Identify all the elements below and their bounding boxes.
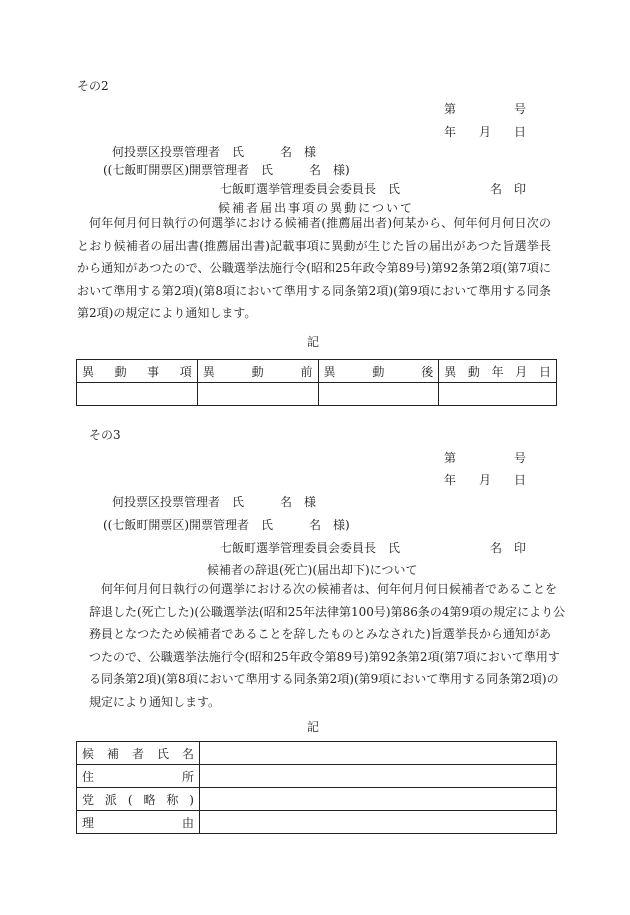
ki-label: 記 (307, 720, 320, 734)
sender-label: 七飯町選挙管理委員会委員長 氏 (220, 182, 401, 196)
table-header-row (77, 360, 557, 383)
row-label: 候補者氏名 (77, 742, 200, 765)
body-paragraph (77, 212, 551, 325)
document-title: 候補者届出事項の異動について (218, 201, 412, 215)
section2-heading: その2 (77, 79, 109, 93)
body-paragraph (89, 578, 566, 713)
number-go: 号 (514, 451, 527, 465)
section3-heading: その3 (89, 428, 121, 442)
ki-label: 記 (307, 335, 320, 349)
number-dai: 第 (444, 451, 457, 465)
date-day: 日 (514, 125, 527, 139)
table-row (77, 765, 557, 788)
date-year: 年 (444, 125, 457, 139)
table-row (77, 811, 557, 834)
document-title: 候補者の辞退(死亡)(届出却下)について (207, 563, 418, 577)
body-line: 何年何月何日執行の何選挙における次の候補者は、何年何月何日候補者であることを (101, 582, 558, 596)
body-line: る同条第2項)(第8項において準用する同条第2項)(第9項において準用する同条第2項)の (89, 672, 559, 686)
sender-seal: 名 印 (490, 182, 527, 196)
row-label: 住所 (77, 765, 200, 788)
addressee-counting-manager: ((七飯町開票区)開票管理者 氏 名 様) (103, 163, 350, 177)
table-row (77, 788, 557, 811)
table-row (77, 383, 557, 406)
sender-label: 七飯町選挙管理委員会委員長 氏 (220, 541, 401, 555)
body-line: 辞退した(死亡した)(公職選挙法(昭和25年法律第100号)第86条の4第9項の規定により公 (89, 604, 566, 619)
table-cell (197, 383, 318, 406)
change-table (76, 359, 557, 406)
addressee-counting-manager: ((七飯町開票区)開票管理者 氏 名 様) (103, 518, 350, 532)
body-line: とおり候補者の届出書(推薦届出書)記載事項に異動が生じた旨の届出があつた旨選挙長 (77, 238, 551, 253)
addressee-voting-manager: 何投票区投票管理者 氏 名 様 (112, 145, 317, 159)
table-cell (77, 383, 198, 406)
date-day: 日 (514, 473, 527, 487)
table-cell (439, 383, 557, 406)
date-year: 年 (444, 473, 457, 487)
table-header-cell: 異 動 事 項 (77, 360, 198, 383)
body-line: 第2項)の規定により通知します。 (77, 306, 257, 320)
sender-seal: 名 印 (490, 541, 527, 555)
row-label: 理由 (77, 811, 200, 834)
body-line: おいて準用する第2項)(第8項において準用する同条第2項)(第9項において準用する同条 (77, 283, 551, 298)
table-header-cell: 異 動 前 (197, 360, 318, 383)
row-label: 党派(略称) (77, 788, 200, 811)
table-header-cell: 異動年月日 (439, 360, 557, 383)
number-dai: 第 (444, 102, 457, 116)
body-line: 規定により通知します。 (89, 694, 221, 709)
table-header-cell: 異 動 後 (318, 360, 439, 383)
table-row (77, 742, 557, 765)
body-line: 務員となつたため候補者であることを辞したものとみなされた)旨選挙長から通知があ (89, 627, 551, 641)
addressee-voting-manager: 何投票区投票管理者 氏 名 様 (112, 495, 317, 509)
candidate-table (76, 741, 557, 834)
table-cell (200, 742, 557, 765)
date-month: 月 (479, 473, 492, 487)
table-cell (318, 383, 439, 406)
number-go: 号 (514, 102, 527, 116)
body-line: つたので、公職選挙法施行令(昭和25年政令第89号)第92条第2項(第7項において準用す (89, 649, 560, 664)
body-line: 何年何月何日執行の何選挙における候補者(推薦届出者)何某から、何年何月何日次の (89, 216, 551, 230)
body-line: から通知があつたので、公職選挙法施行令(昭和25年政令第89号)第92条第2項(第7項に (77, 261, 551, 275)
table-cell (200, 811, 557, 834)
table-cell (200, 788, 557, 811)
date-month: 月 (479, 125, 492, 139)
table-cell (200, 765, 557, 788)
